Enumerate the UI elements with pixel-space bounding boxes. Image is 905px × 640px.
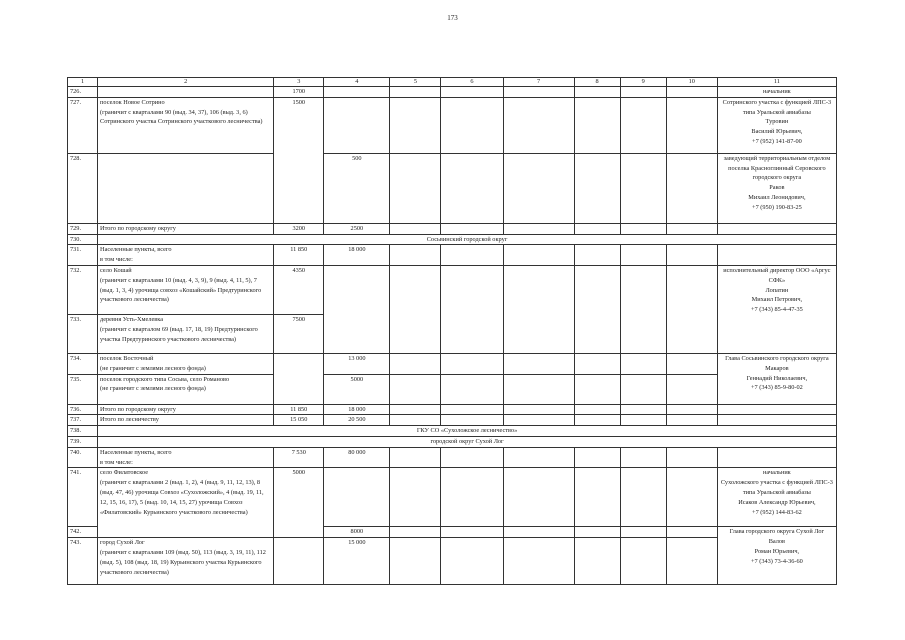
cell: 15 000 bbox=[324, 538, 390, 585]
cell bbox=[324, 468, 390, 527]
cell bbox=[390, 265, 441, 353]
cell bbox=[441, 353, 503, 374]
cell bbox=[324, 97, 390, 153]
cell bbox=[503, 245, 574, 266]
cell: Населенные пункты, всего в том числе: bbox=[98, 245, 274, 266]
cell bbox=[390, 353, 441, 374]
cell bbox=[717, 415, 836, 426]
cell bbox=[390, 153, 441, 223]
cell: 80 000 bbox=[324, 447, 390, 468]
cell bbox=[574, 538, 620, 585]
row-number: 730. bbox=[68, 234, 98, 245]
cell: Глава городского округа Сухой Лог Валов Роман Юрьевич, +7 (343) 73-4-36-60 bbox=[717, 527, 836, 585]
header-cell: 1 bbox=[68, 78, 98, 87]
cell bbox=[441, 97, 503, 153]
cell: деревня Усть-Хмелевка (граничит с кварталом 69 (выд. 17, 18, 19) Предтуринского участка Предтуринского участкового лесничества) bbox=[98, 314, 274, 353]
cell: 5000 bbox=[324, 374, 390, 404]
cell: заведующий территориальным отделом поселка Красноглинный Серовского городского округа Раков Михаил Леонидович, +7 (950) 190-83-25 bbox=[717, 153, 836, 223]
cell: начальник Сухоложского участка с функцией ЛПС-3 типа Уральской авиабазы Исаков Александр Юрьевич, +7 (952) 144-83-62 bbox=[717, 468, 836, 527]
cell bbox=[503, 265, 574, 353]
cell bbox=[390, 447, 441, 468]
header-cell: 2 bbox=[98, 78, 274, 87]
row-number: 728. bbox=[68, 153, 98, 223]
cell: Сотринского участка с функцией ЛПС-3 типа Уральской авиабазы Туровин Василий Юрьевич, +7 (952) 141-87-00 bbox=[717, 97, 836, 153]
cell: 3200 bbox=[274, 223, 324, 234]
section-title: Сосьвинский городской округ bbox=[98, 234, 837, 245]
cell bbox=[441, 468, 503, 527]
cell bbox=[620, 353, 666, 374]
cell: село Филатовское (граничит с кварталами 2 (выд. 1, 2), 4 (выд. 9, 11, 12, 13), 8 (выд. 47, 46) урочища Совхоз «Сухоложский», 4 (выд. 19, 11, 12, 15, 16, 17), 5 (выд. 10, 14, 15, 27) урочища Совхоз «Филатовский» Курьинского участкового лесничества) bbox=[98, 468, 274, 538]
cell bbox=[666, 404, 717, 415]
header-row bbox=[68, 78, 837, 87]
cell bbox=[274, 353, 324, 404]
row-number: 742. bbox=[68, 527, 98, 538]
cell bbox=[574, 265, 620, 353]
cell bbox=[390, 527, 441, 538]
cell bbox=[441, 527, 503, 538]
cell bbox=[390, 538, 441, 585]
cell bbox=[503, 87, 574, 98]
cell: 1500 bbox=[274, 97, 324, 223]
header-cell: 11 bbox=[717, 78, 836, 87]
row-number: 734. bbox=[68, 353, 98, 374]
cell bbox=[441, 245, 503, 266]
table-row bbox=[68, 97, 837, 153]
cell bbox=[666, 153, 717, 223]
cell bbox=[620, 153, 666, 223]
cell bbox=[666, 374, 717, 404]
cell bbox=[666, 87, 717, 98]
cell bbox=[574, 527, 620, 538]
cell: 5000 bbox=[274, 468, 324, 538]
cell bbox=[574, 87, 620, 98]
cell bbox=[441, 223, 503, 234]
cell: 11 850 bbox=[274, 245, 324, 266]
cell bbox=[324, 87, 390, 98]
cell bbox=[324, 265, 390, 353]
table-row bbox=[68, 404, 837, 415]
cell bbox=[620, 468, 666, 527]
cell bbox=[441, 404, 503, 415]
cell bbox=[98, 87, 274, 98]
cell bbox=[503, 404, 574, 415]
cell bbox=[620, 415, 666, 426]
row-number: 731. bbox=[68, 245, 98, 266]
cell bbox=[620, 374, 666, 404]
cell bbox=[620, 223, 666, 234]
cell bbox=[666, 245, 717, 266]
table-row bbox=[68, 153, 837, 223]
header-cell: 9 bbox=[620, 78, 666, 87]
table-row bbox=[68, 447, 837, 468]
cell: город Сухой Лог (граничит с кварталами 109 (выд. 50), 113 (выд. 3, 19, 11), 112 (выд. 5), 108 (выд. 18, 19) Курьинского участка Курьинского участкового лесничества) bbox=[98, 538, 274, 585]
cell bbox=[666, 538, 717, 585]
cell bbox=[620, 245, 666, 266]
cell: поселок городского типа Сосьва, село Романово (не граничит с землями лесного фонда) bbox=[98, 374, 274, 404]
row-number: 743. bbox=[68, 538, 98, 585]
header-cell: 7 bbox=[503, 78, 574, 87]
cell: исполнительный директор ООО «Аргус СФК» Лопатин Михаил Петрович, +7 (343) 85-4-47-35 bbox=[717, 265, 836, 353]
cell bbox=[503, 538, 574, 585]
cell bbox=[574, 245, 620, 266]
cell bbox=[441, 374, 503, 404]
cell bbox=[503, 97, 574, 153]
cell bbox=[390, 87, 441, 98]
cell bbox=[441, 447, 503, 468]
cell bbox=[503, 353, 574, 374]
cell bbox=[666, 223, 717, 234]
cell bbox=[620, 538, 666, 585]
cell bbox=[717, 404, 836, 415]
cell bbox=[503, 223, 574, 234]
cell bbox=[574, 447, 620, 468]
cell: 500 bbox=[324, 153, 390, 223]
table-row bbox=[68, 223, 837, 234]
cell bbox=[574, 97, 620, 153]
row-number: 740. bbox=[68, 447, 98, 468]
cell: 4350 bbox=[274, 265, 324, 314]
page-number: 173 bbox=[447, 14, 458, 22]
cell bbox=[390, 415, 441, 426]
cell bbox=[441, 87, 503, 98]
cell bbox=[390, 245, 441, 266]
cell bbox=[620, 87, 666, 98]
cell bbox=[717, 223, 836, 234]
cell: Итого по лесничеству bbox=[98, 415, 274, 426]
cell bbox=[620, 97, 666, 153]
cell bbox=[390, 97, 441, 153]
cell: начальник bbox=[717, 87, 836, 98]
cell bbox=[98, 153, 274, 223]
row-number: 741. bbox=[68, 468, 98, 527]
table-row bbox=[68, 234, 837, 245]
cell bbox=[441, 265, 503, 353]
cell bbox=[503, 153, 574, 223]
cell bbox=[503, 415, 574, 426]
cell bbox=[503, 527, 574, 538]
cell bbox=[666, 415, 717, 426]
cell bbox=[620, 527, 666, 538]
cell bbox=[574, 223, 620, 234]
cell: 15 050 bbox=[274, 415, 324, 426]
row-number: 733. bbox=[68, 314, 98, 353]
cell bbox=[574, 415, 620, 426]
section-title: городской округ Сухой Лог bbox=[98, 436, 837, 447]
cell bbox=[390, 404, 441, 415]
row-number: 732. bbox=[68, 265, 98, 314]
table-row bbox=[68, 353, 837, 374]
cell bbox=[503, 374, 574, 404]
row-number: 739. bbox=[68, 436, 98, 447]
cell bbox=[574, 153, 620, 223]
cell bbox=[620, 404, 666, 415]
cell bbox=[620, 265, 666, 353]
cell bbox=[441, 415, 503, 426]
header-cell: 4 bbox=[324, 78, 390, 87]
row-number: 735. bbox=[68, 374, 98, 404]
cell bbox=[390, 374, 441, 404]
row-number: 737. bbox=[68, 415, 98, 426]
cell bbox=[666, 97, 717, 153]
cell: 18 000 bbox=[324, 245, 390, 266]
cell bbox=[441, 153, 503, 223]
cell: 8000 bbox=[324, 527, 390, 538]
cell bbox=[666, 527, 717, 538]
table-row bbox=[68, 245, 837, 266]
header-cell: 5 bbox=[390, 78, 441, 87]
cell: 7500 bbox=[274, 314, 324, 353]
header-cell: 8 bbox=[574, 78, 620, 87]
table-row bbox=[68, 436, 837, 447]
cell bbox=[390, 223, 441, 234]
row-number: 729. bbox=[68, 223, 98, 234]
section-title: ГКУ СО «Сухоложское лесничество» bbox=[98, 426, 837, 437]
cell bbox=[666, 353, 717, 374]
table-row bbox=[68, 426, 837, 437]
cell: поселок Восточный (не граничит с землями лесного фонда) bbox=[98, 353, 274, 374]
cell: Населенные пункты, всего в том числе: bbox=[98, 447, 274, 468]
cell: 11 850 bbox=[274, 404, 324, 415]
row-number: 738. bbox=[68, 426, 98, 437]
cell bbox=[666, 468, 717, 527]
cell: село Кошай (граничит с кварталами 10 (выд. 4, 3, 9), 9 (выд. 4, 11, 5), 7 (выд. 1, 3, 4) урочища совхоз «Кошайский» Предтуринского участкового лесничества) bbox=[98, 265, 274, 314]
cell bbox=[574, 404, 620, 415]
cell bbox=[441, 538, 503, 585]
cell bbox=[274, 538, 324, 585]
cell: 2500 bbox=[324, 223, 390, 234]
header-cell: 6 bbox=[441, 78, 503, 87]
row-number: 726. bbox=[68, 87, 98, 98]
table-row bbox=[68, 87, 837, 98]
cell bbox=[666, 265, 717, 353]
cell bbox=[717, 245, 836, 266]
table-row bbox=[68, 265, 837, 314]
cell: 18 000 bbox=[324, 404, 390, 415]
cell bbox=[503, 468, 574, 527]
table-row bbox=[68, 415, 837, 426]
cell bbox=[503, 447, 574, 468]
cell: 13 000 bbox=[324, 353, 390, 374]
row-number: 727. bbox=[68, 97, 98, 153]
cell bbox=[574, 374, 620, 404]
header-cell: 10 bbox=[666, 78, 717, 87]
cell bbox=[574, 468, 620, 527]
cell bbox=[574, 353, 620, 374]
cell: поселок Новое Сотрино (граничит с кварталами 90 (выд. 34, 37), 106 (выд. 3, 6) Сотринского участка Сотринского участкового лесничества) bbox=[98, 97, 274, 153]
table-row bbox=[68, 468, 837, 527]
cell: Глава Сосьвинского городского округа Макаров Геннадий Николаевич, +7 (343) 85-9-80-02 bbox=[717, 353, 836, 404]
cell bbox=[620, 447, 666, 468]
cell bbox=[390, 468, 441, 527]
cell: Итого по городскому округу bbox=[98, 404, 274, 415]
cell: 7 530 bbox=[274, 447, 324, 468]
data-table bbox=[67, 77, 837, 585]
cell: 1700 bbox=[274, 87, 324, 98]
cell bbox=[666, 447, 717, 468]
cell: Итого по городскому округу bbox=[98, 223, 274, 234]
cell bbox=[717, 447, 836, 468]
header-cell: 3 bbox=[274, 78, 324, 87]
row-number: 736. bbox=[68, 404, 98, 415]
cell: 20 500 bbox=[324, 415, 390, 426]
